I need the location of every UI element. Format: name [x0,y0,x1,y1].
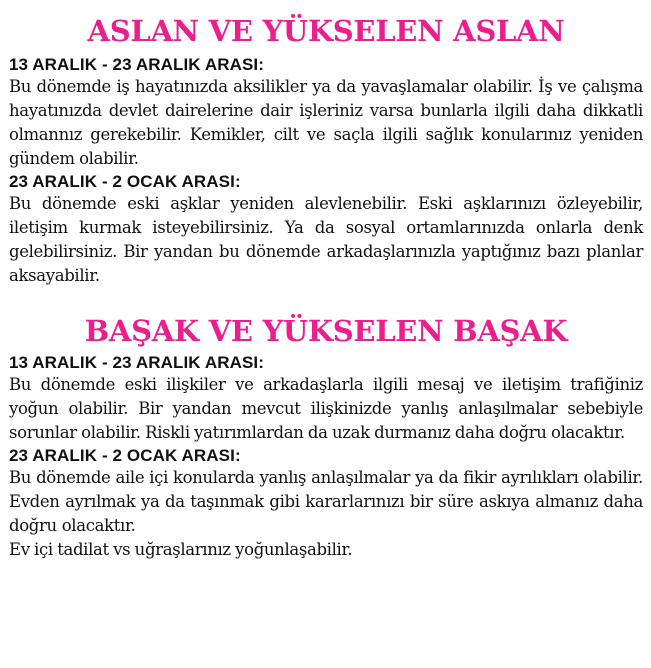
section-aslan [9,54,643,288]
period-text: Bu dönemde eski aşklar yeniden alevlenebilir. Eski aşklarınızı özleyebilir, iletişim kurmak isteyebilirsiniz. Ya da sosyal ortamlarınızda onlarla denk gelebilirsiniz. Bir yandan bu dönemde arkadaşlarınızla yaptığınız bazı planlar aksayabilir. [9,194,643,285]
period-label: 13 ARALIK - 23 ARALIK ARASI: [9,353,264,372]
period-label: 13 ARALIK - 23 ARALIK ARASI: [9,55,264,74]
period-text: Bu dönemde eski ilişkiler ve arkadaşlarla ilgili mesaj ve iletişim trafiğiniz yoğun olabilir. Bir yandan mevcut ilişkinizde yanlış anlaşılmalar sebebiyle sorunlar olabilir. Riskli yatırımlardan da uzak durmanız daha doğru olacaktır. [9,375,643,442]
period-text: Bu dönemde iş hayatınızda aksilikler ya da yavaşlamalar olabilir. İş ve çalışma hayatınızda devlet dairelerine dair işleriniz varsa bunlarla ilgili daha dikkatli olmannız gerekebilir. Kemikler, cilt ve saçla ilgili sağlık konularınız yeniden gündem olabilir. [9,77,643,168]
period-text: Bu dönemde aile içi konularda yanlış anlaşılmalar ya da fikir ayrılıkları olabilir. Evden ayrılmak ya da taşınmak gibi kararlarınızı bir süre askıya almanız daha doğru olacaktır. [9,468,643,535]
section-basak [9,352,643,562]
period-extra-text: Ev içi tadilat vs uğraşlarınız yoğunlaşabilir. [9,540,353,559]
period-label: 23 ARALIK - 2 OCAK ARASI: [9,446,241,465]
section-title-aslan: ASLAN VE YÜKSELEN ASLAN [87,14,565,48]
period-label: 23 ARALIK - 2 OCAK ARASI: [9,172,241,191]
section-title-basak: BAŞAK VE YÜKSELEN BAŞAK [84,314,568,348]
